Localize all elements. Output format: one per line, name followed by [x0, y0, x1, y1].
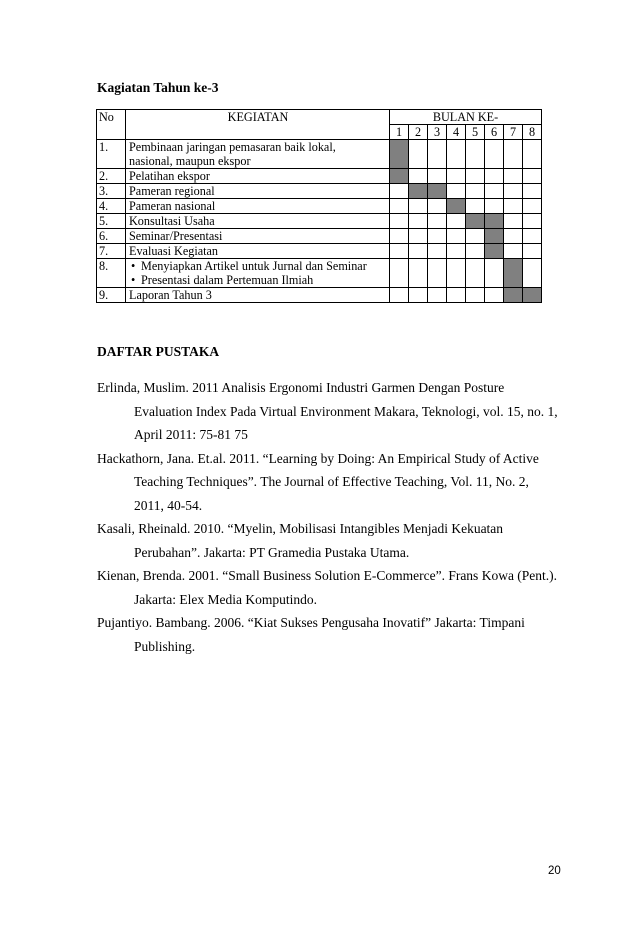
- activity-text: Laporan Tahun 3: [129, 288, 212, 302]
- month-cell: [447, 244, 466, 259]
- table-row: [97, 214, 542, 229]
- month-cell-active: [428, 184, 447, 199]
- activity-text: Pelatihan ekspor: [129, 169, 210, 183]
- month-cell: [504, 244, 523, 259]
- activity-text: nasional, maupun ekspor: [129, 154, 251, 168]
- month-cell: [447, 259, 466, 288]
- month-cell: [428, 140, 447, 169]
- month-cell: [466, 140, 485, 169]
- activity-cell: [126, 259, 390, 288]
- table-row: [97, 259, 542, 288]
- month-cell: [523, 214, 542, 229]
- month-cell: [504, 199, 523, 214]
- month-cell: [428, 199, 447, 214]
- activity-text: Seminar/Presentasi: [129, 229, 223, 243]
- row-number: 3.: [97, 184, 126, 199]
- month-header-cell: 6: [485, 125, 504, 140]
- month-cell: [428, 244, 447, 259]
- month-cell: [504, 214, 523, 229]
- activity-bullet: • Menyiapkan Artikel untuk Jurnal dan Seminar: [129, 259, 387, 273]
- activity-text: Evaluasi Kegiatan: [129, 244, 219, 258]
- activity-text: Pembinaan jaringan pemasaran baik lokal,: [129, 140, 336, 154]
- month-cell-active: [485, 214, 504, 229]
- month-cell: [485, 259, 504, 288]
- month-header-cell: 8: [523, 125, 542, 140]
- row-number: 1.: [97, 140, 126, 169]
- month-cell: [409, 229, 428, 244]
- month-cell-active: [390, 140, 409, 169]
- month-cell: [447, 288, 466, 303]
- header-activity: KEGIATAN: [126, 110, 390, 140]
- month-cell: [447, 169, 466, 184]
- month-cell: [390, 214, 409, 229]
- month-cell: [504, 229, 523, 244]
- month-cell: [390, 229, 409, 244]
- row-number: 6.: [97, 229, 126, 244]
- month-cell: [504, 169, 523, 184]
- month-cell: [466, 169, 485, 184]
- month-header-cell: 5: [466, 125, 485, 140]
- reference-entry: Erlinda, Muslim. 2011 Analisis Ergonomi Industri Garmen Dengan Posture Evaluation Index Pada Virtual Environment Makara, Teknologi, vol. 15, no. 1, April 2011: 75-81 75: [97, 380, 558, 442]
- month-cell: [485, 140, 504, 169]
- month-cell: [485, 184, 504, 199]
- header-no: No: [97, 110, 126, 140]
- table-row: [97, 199, 542, 214]
- month-cell: [409, 169, 428, 184]
- month-cell: [390, 288, 409, 303]
- activity-cell: [126, 288, 390, 303]
- row-number: 2.: [97, 169, 126, 184]
- month-cell: [466, 199, 485, 214]
- reference-entry: Hackathorn, Jana. Et.al. 2011. “Learning by Doing: An Empirical Study of Active Teaching Techniques”. The Journal of Effective Teaching, Vol. 11, No. 2, 2011, 40-54.: [97, 450, 539, 513]
- table-row: [97, 229, 542, 244]
- reference-entry: Kienan, Brenda. 2001. “Small Business Solution E-Commerce”. Frans Kowa (Pent.). Jakarta: Elex Media Komputindo.: [97, 568, 558, 607]
- activity-cell: [126, 199, 390, 214]
- month-cell-active: [466, 214, 485, 229]
- month-cell: [466, 259, 485, 288]
- month-cell: [466, 288, 485, 303]
- row-number: 9.: [97, 288, 126, 303]
- row-number: 4.: [97, 199, 126, 214]
- reference-entry: Kasali, Rheinald. 2010. “Myelin, Mobilisasi Intangibles Menjadi Kekuatan Perubahan”. Jakarta: PT Gramedia Pustaka Utama.: [97, 521, 504, 560]
- month-cell-active: [447, 199, 466, 214]
- month-cell: [466, 244, 485, 259]
- month-cell: [447, 214, 466, 229]
- table-row: [97, 184, 542, 199]
- activity-cell: [126, 184, 390, 199]
- month-cell: [390, 259, 409, 288]
- row-number: 7.: [97, 244, 126, 259]
- header-month: BULAN KE-: [390, 110, 542, 125]
- month-cell: [447, 140, 466, 169]
- month-cell: [523, 229, 542, 244]
- reference-list: [97, 376, 562, 658]
- month-cell: [504, 184, 523, 199]
- activity-text: Pameran nasional: [129, 199, 216, 213]
- row-number: 8.: [97, 259, 126, 288]
- month-cell-active: [485, 229, 504, 244]
- reference-entry: Pujantiyo. Bambang. 2006. “Kiat Sukses Pengusaha Inovatif” Jakarta: Timpani Publishing.: [97, 615, 525, 654]
- activity-cell: [126, 169, 390, 184]
- month-cell: [409, 259, 428, 288]
- table-header-row: [97, 110, 542, 125]
- month-header-cell: 2: [409, 125, 428, 140]
- month-cell: [485, 199, 504, 214]
- month-header-cell: 1: [390, 125, 409, 140]
- table-row: [97, 140, 542, 169]
- month-cell-active: [504, 259, 523, 288]
- month-header-cell: 3: [428, 125, 447, 140]
- month-cell: [485, 288, 504, 303]
- month-cell-active: [409, 184, 428, 199]
- month-cell: [428, 288, 447, 303]
- activity-cell: [126, 229, 390, 244]
- activity-cell: [126, 214, 390, 229]
- section-title: Kagiatan Tahun ke-3: [97, 80, 219, 95]
- month-cell: [409, 288, 428, 303]
- month-cell-active: [485, 244, 504, 259]
- table-row: [97, 288, 542, 303]
- month-cell: [447, 184, 466, 199]
- month-cell: [409, 214, 428, 229]
- month-cell: [523, 259, 542, 288]
- month-cell: [428, 229, 447, 244]
- month-cell: [390, 244, 409, 259]
- month-cell: [523, 140, 542, 169]
- month-cell: [485, 169, 504, 184]
- month-cell: [466, 184, 485, 199]
- activity-text: Pameran regional: [129, 184, 215, 198]
- month-cell: [428, 214, 447, 229]
- month-cell-active: [390, 169, 409, 184]
- month-cell: [390, 199, 409, 214]
- table-row: [97, 169, 542, 184]
- month-cell: [466, 229, 485, 244]
- month-cell: [523, 184, 542, 199]
- month-cell: [447, 229, 466, 244]
- page-number: 20: [548, 865, 561, 877]
- bibliography-title: DAFTAR PUSTAKA: [97, 344, 220, 359]
- month-cell: [523, 244, 542, 259]
- month-cell-active: [523, 288, 542, 303]
- schedule-table: [96, 109, 542, 303]
- month-cell: [523, 169, 542, 184]
- month-cell: [428, 169, 447, 184]
- activity-cell: [126, 140, 390, 169]
- activity-cell: [126, 244, 390, 259]
- activity-bullet: • Presentasi dalam Pertemuan Ilmiah: [129, 273, 387, 287]
- month-header-cell: 7: [504, 125, 523, 140]
- month-cell: [390, 184, 409, 199]
- month-cell: [523, 199, 542, 214]
- month-cell: [409, 199, 428, 214]
- row-number: 5.: [97, 214, 126, 229]
- month-cell: [504, 140, 523, 169]
- month-cell: [409, 244, 428, 259]
- table-row: [97, 244, 542, 259]
- month-header-cell: 4: [447, 125, 466, 140]
- month-cell: [409, 140, 428, 169]
- month-cell-active: [504, 288, 523, 303]
- activity-text: Konsultasi Usaha: [129, 214, 215, 228]
- month-cell: [428, 259, 447, 288]
